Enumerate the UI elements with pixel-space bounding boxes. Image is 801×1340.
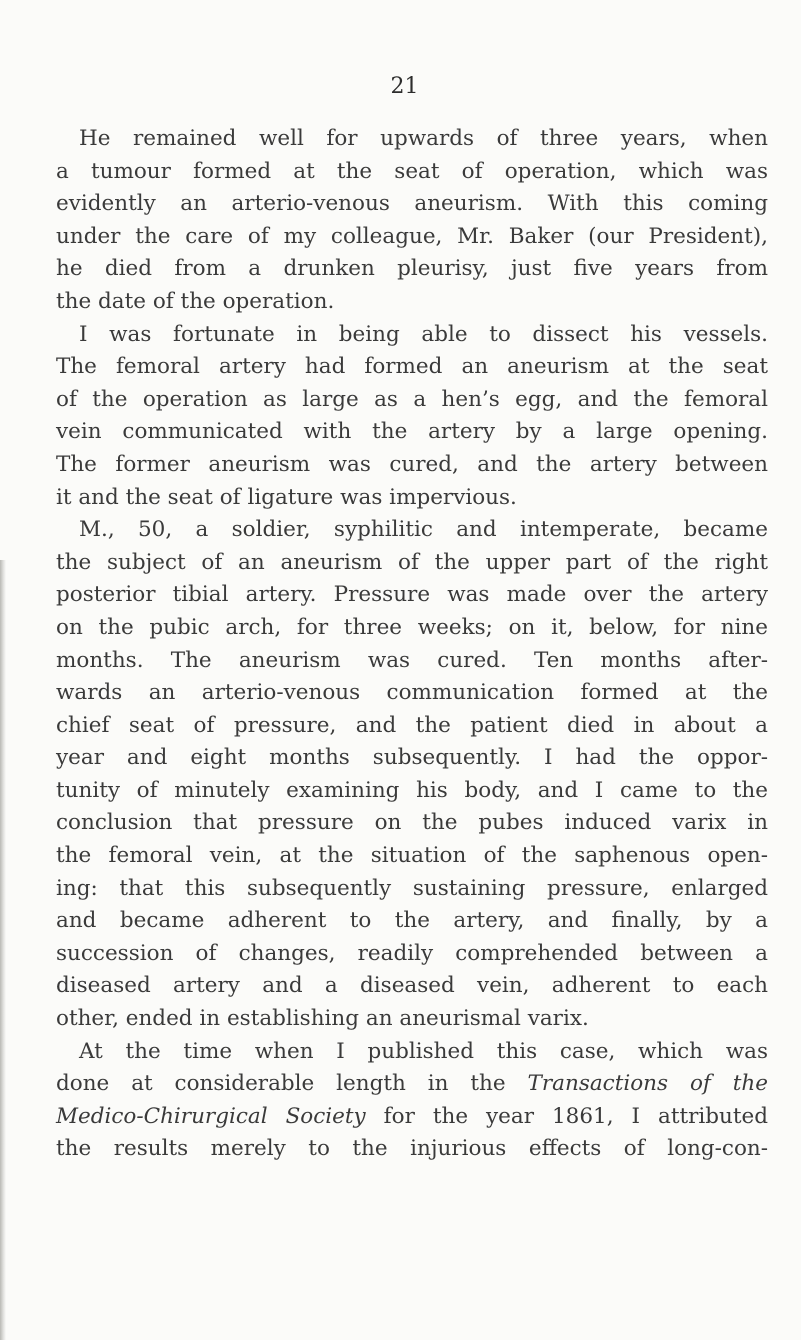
text-line: M., 50, a soldier, syphilitic and intemperate, became bbox=[79, 517, 768, 543]
text-line: year and eight months subsequently. I had the oppor- bbox=[56, 745, 768, 771]
text-line: At the time when I published this case, which was bbox=[79, 1038, 768, 1064]
text-line: I was fortunate in being able to dissect his vessels. bbox=[79, 321, 768, 347]
text-line: the date of the operation. bbox=[56, 288, 335, 314]
text-line: ing: that this subsequently sustaining pressure, enlarged bbox=[56, 875, 768, 901]
text-line: a tumour formed at the seat of operation, which was bbox=[56, 158, 768, 184]
text-line: other, ended in establishing an aneurismal varix. bbox=[56, 1006, 589, 1032]
text-line: He remained well for upwards of three years, when bbox=[79, 126, 768, 151]
body-text bbox=[56, 123, 768, 1166]
text-line: he died from a drunken pleurisy, just five years from bbox=[56, 256, 768, 282]
text-line: under the care of my colleague, Mr. Baker (our President), bbox=[56, 223, 768, 249]
text-line: the femoral vein, at the situation of the saphenous open- bbox=[56, 843, 768, 869]
text-line: posterior tibial artery. Pressure was made over the artery bbox=[56, 582, 768, 608]
text-line: on the pubic arch, for three weeks; on it, below, for nine bbox=[56, 614, 768, 640]
page-number: 21 bbox=[390, 74, 419, 99]
text-line: and became adherent to the artery, and finally, by a bbox=[56, 908, 768, 934]
text-line: wards an arterio-venous communication formed at the bbox=[56, 680, 768, 706]
text-fragment: for the year 1861, I attributed bbox=[383, 1103, 768, 1129]
text-line: diseased artery and a diseased vein, adherent to each bbox=[56, 973, 768, 999]
text-line: of the operation as large as a hen’s egg, and the femoral bbox=[56, 386, 768, 412]
text-line: The former aneurism was cured, and the artery between bbox=[56, 451, 768, 477]
text-line: the results merely to the injurious effects of long-con- bbox=[56, 1136, 768, 1162]
text-line-with-italic bbox=[56, 1101, 768, 1134]
text-line: tunity of minutely examining his body, and I came to the bbox=[56, 777, 768, 803]
text-fragment: done at considerable length in the bbox=[56, 1071, 506, 1097]
text-line-with-italic bbox=[56, 1068, 768, 1101]
text-line: chief seat of pressure, and the patient died in about a bbox=[56, 712, 768, 738]
text-line: succession of changes, readily comprehended between a bbox=[56, 940, 768, 966]
text-line: the subject of an aneurism of the upper part of the right bbox=[56, 549, 768, 575]
text-line: months. The aneurism was cured. Ten months after- bbox=[56, 647, 768, 673]
text-line: conclusion that pressure on the pubes induced varix in bbox=[56, 810, 768, 836]
italic-title-fragment: Transactions of the bbox=[527, 1071, 768, 1097]
text-line: vein communicated with the artery by a large opening. bbox=[56, 419, 768, 445]
text-line: it and the seat of ligature was impervious. bbox=[56, 484, 517, 510]
text-line: evidently an arterio-venous aneurism. With this coming bbox=[56, 191, 768, 217]
page-edge-shadow bbox=[0, 560, 6, 1340]
text-line: The femoral artery had formed an aneurism at the seat bbox=[56, 354, 768, 380]
italic-title-fragment: Medico-Chirurgical Society bbox=[56, 1103, 366, 1129]
